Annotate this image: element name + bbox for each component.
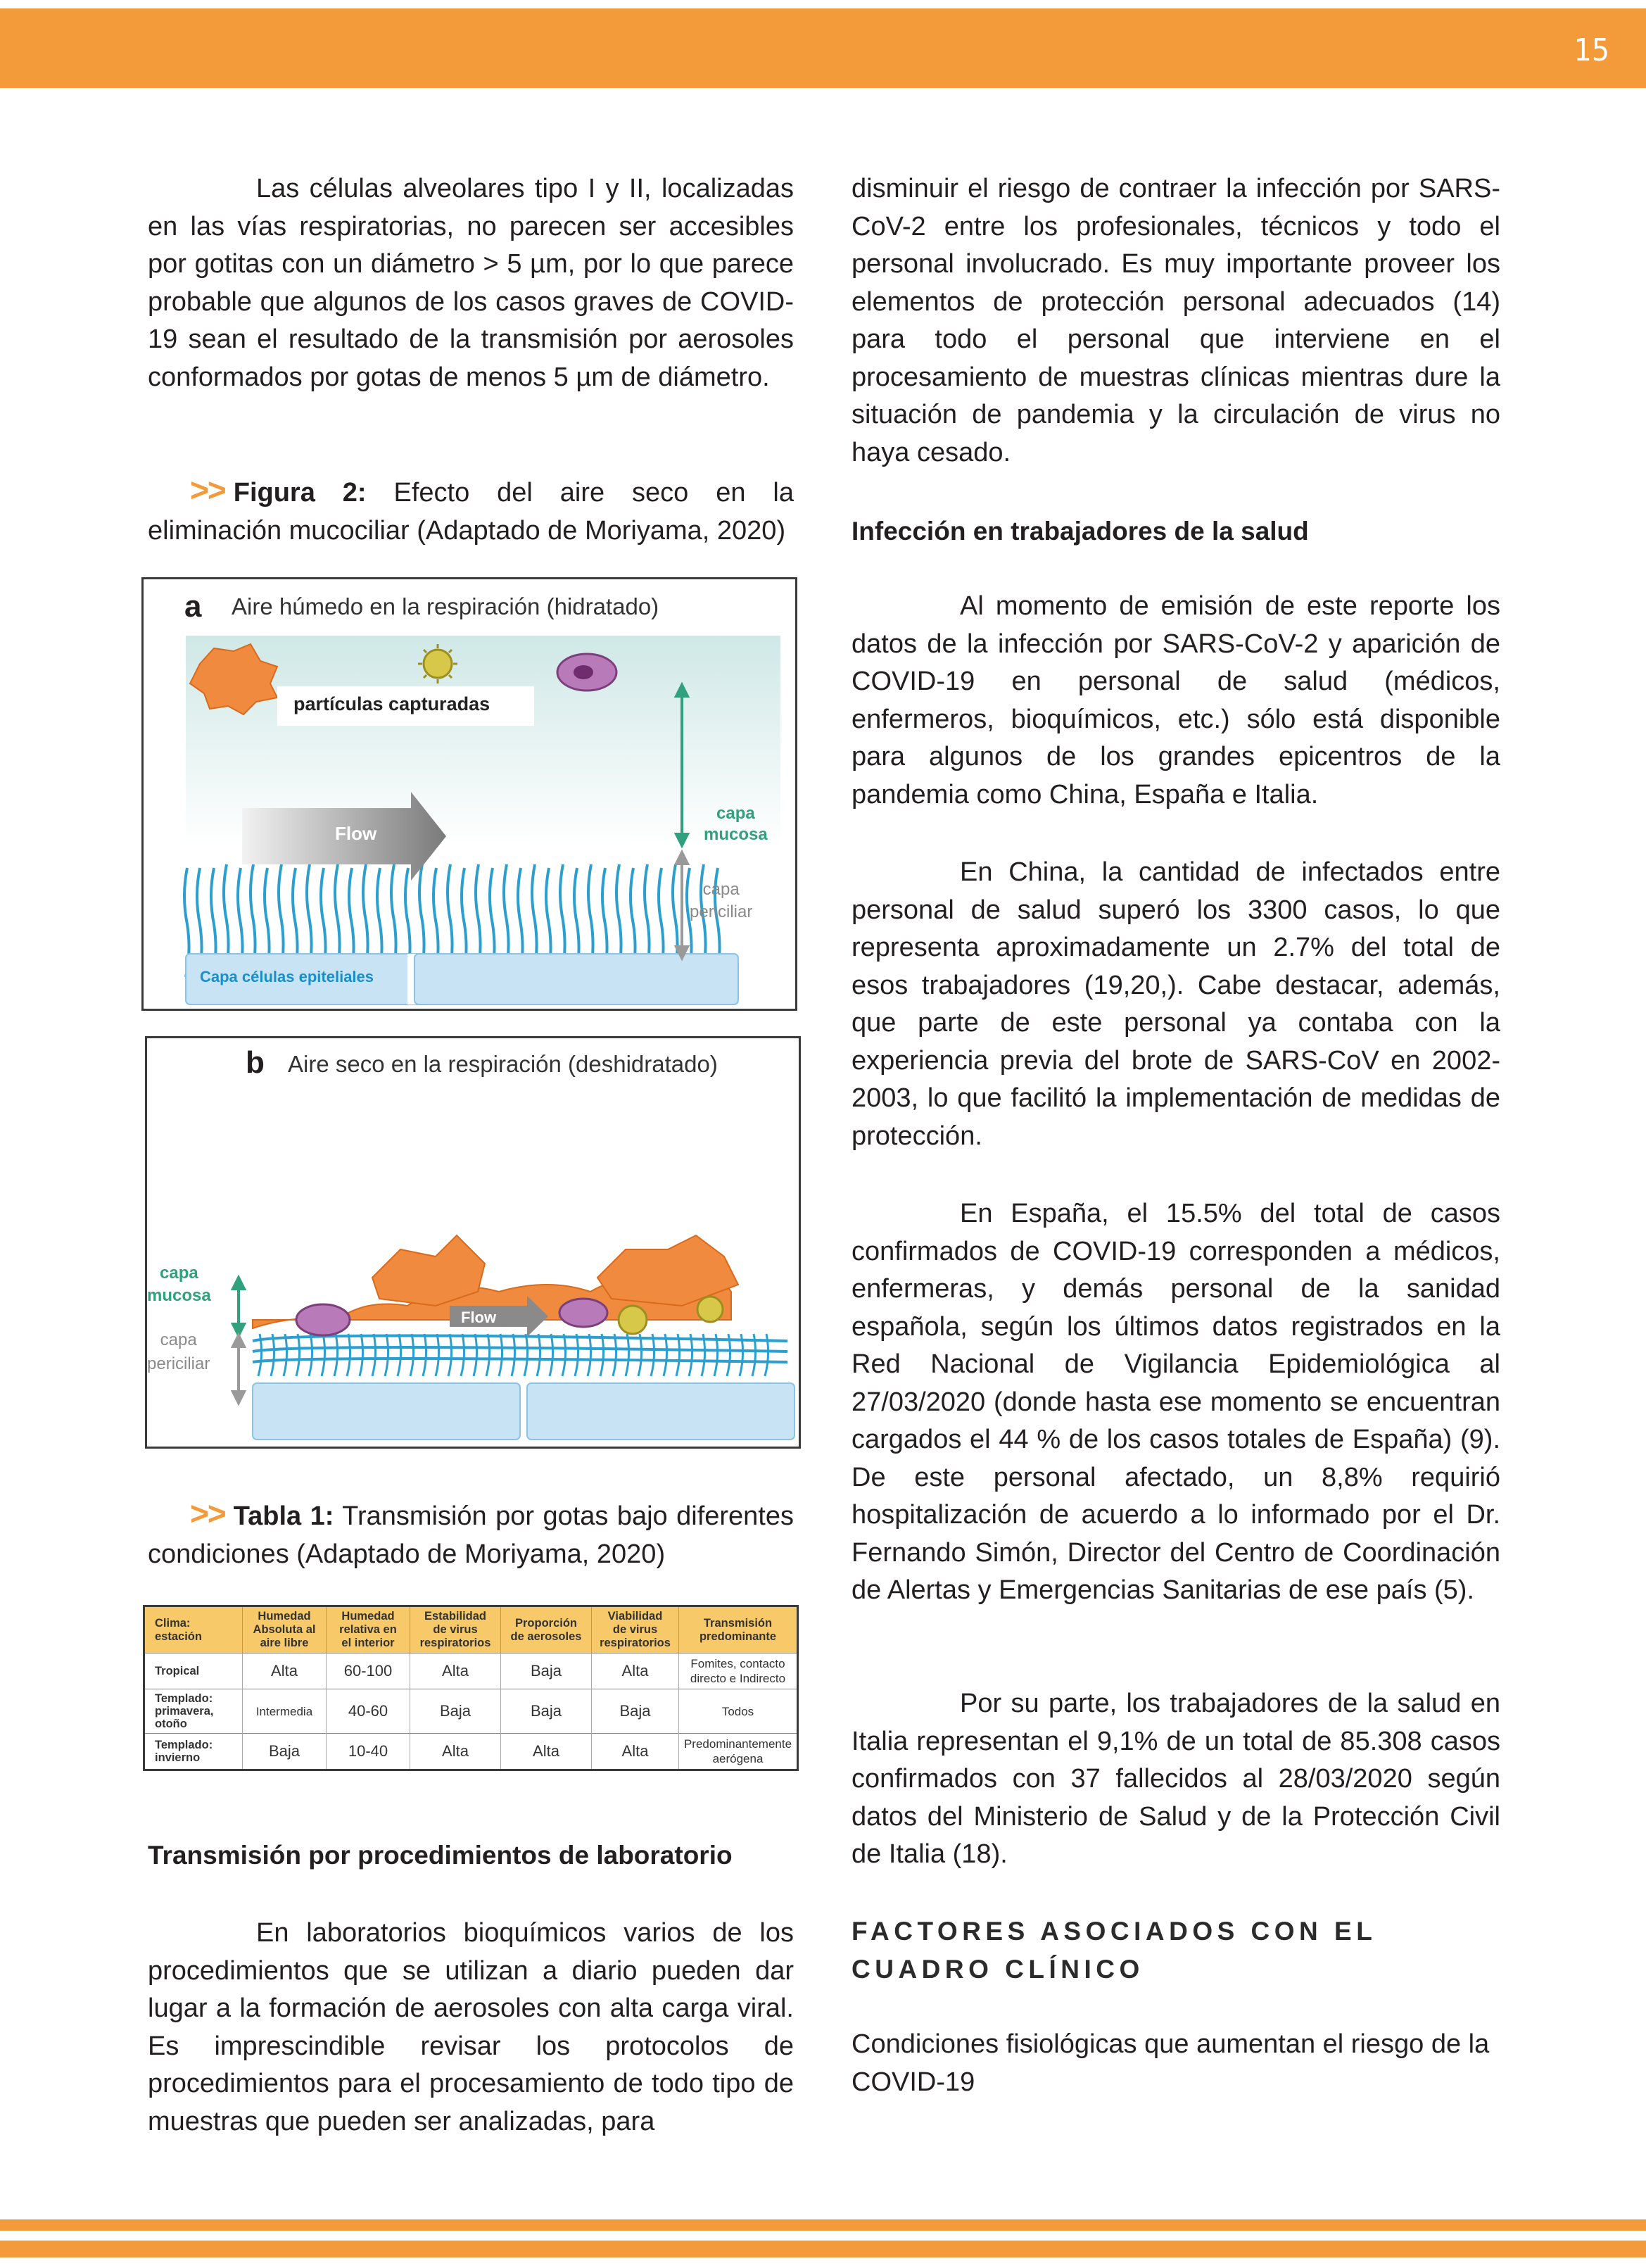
mucosa-label: capa mucosa <box>147 1264 211 1305</box>
figure-caption <box>148 472 794 550</box>
right-para-health1 <box>852 588 1500 814</box>
lab-heading-block <box>148 1837 794 1875</box>
epithelial-cell-right <box>414 954 738 1004</box>
table-header-row <box>145 1607 797 1653</box>
header-hum-rel: Humedad relativa en el interior <box>327 1607 410 1653</box>
footer-line-top <box>0 2219 1646 2231</box>
header-hum-abs: Humedad Absoluta al aire libre <box>243 1607 327 1653</box>
page-number: 15 <box>1574 32 1609 68</box>
caption-marker: >> <box>190 1495 225 1532</box>
transmission-table <box>145 1607 797 1769</box>
caption-text: Transmisión por gotas bajo diferentes condiciones (Adaptado de Moriyama, 2020) <box>148 1501 794 1569</box>
bacteria-icon <box>559 1299 607 1327</box>
caption-label: Figura 2: <box>233 478 367 508</box>
table-caption <box>148 1495 794 1573</box>
epithelial-cell-right <box>527 1383 794 1439</box>
section-title-block <box>852 1913 1500 1989</box>
right-para-china <box>852 854 1500 1155</box>
footer-line-bottom <box>0 2241 1646 2257</box>
mucosa-label: capa mucosa <box>704 804 768 844</box>
header-bar <box>0 8 1646 88</box>
left-para-1 <box>148 170 794 396</box>
panel-b-letter: b <box>246 1045 265 1080</box>
periciliar-label: capa periciliar <box>147 1330 210 1373</box>
figure-panel-a <box>141 577 797 1011</box>
virus-icon <box>418 644 457 683</box>
mucosa-thickness-arrow <box>233 1278 244 1335</box>
panel-a-letter: a <box>184 589 202 624</box>
header-transmision: Transmisión predominante <box>679 1607 797 1653</box>
table-row: Templado: primavera, otoño Intermedia 40-60 Baja Baja Baja Todos <box>145 1689 797 1734</box>
table-row: Tropical Alta 60-100 Alta Baja Alta Fomites, contacto directo e Indirecto <box>145 1653 797 1689</box>
subsection-title: Condiciones fisiológicas que aumentan el riesgo de la COVID-19 <box>852 2029 1490 2097</box>
right-para-italy <box>852 1685 1500 1874</box>
header-viabilidad: Viabilidad de virus respiratorios <box>592 1607 679 1653</box>
section-subheading: Transmisión por procedimientos de laboratorio <box>148 1841 733 1870</box>
panel-b-title: Aire seco en la respiración (deshidratado) <box>288 1051 718 1077</box>
caption-marker: >> <box>190 472 225 508</box>
figure-panel-b <box>145 1036 801 1449</box>
caption-label: Tabla 1: <box>233 1501 334 1531</box>
header-estabilidad: Estabilidad de virus respiratorios <box>410 1607 501 1653</box>
left-para-lab <box>148 1915 794 2141</box>
health-heading-block <box>852 512 1500 550</box>
paragraph: En España, el 15.5% del total de casos confirmados de COVID-19 corresponden a médicos, enfermeras, y demás personal de la sanidad española, según los últimos datos registrados en la Red Nacional de Vigilancia Epidemiológica al 27/03/2020 (donde hasta ese momento se encuentran cargados el 44 % de los casos totales de España) (9). De este personal afectado, un 8,8% requirió hospitalización de acuerdo a lo informado por el Dr. Fernando Simón, Director del Centro de Coordinación de Alertas y Emergencias Sanitarias de ese país (5). <box>852 1199 1500 1605</box>
periciliar-label: capa periciliar <box>690 880 753 921</box>
paragraph: Al momento de emisión de este reporte los datos de la infección por SARS-CoV-2 y aparición de COVID-19 en personal de salud (médicos, enfermeros, bioquímicos, etc.) sólo está disponible para algunos de los grandes epicentros de la pandemia como China, España e Italia. <box>852 591 1500 809</box>
paragraph: En laboratorios bioquímicos varios de los procedimientos que se utilizan a diario pueden dar lugar a la formación de aerosoles con alta carga viral. Es imprescindible revisar los protocolos de procedimientos para el procesamiento de todo tipo de muestras que pueden ser analizadas, para <box>148 1918 794 2136</box>
periciliar-thickness-arrow <box>233 1335 244 1403</box>
panel-b-illustration <box>147 1038 799 1447</box>
epithelial-cell-left <box>253 1383 520 1439</box>
section-subheading: Infección en trabajadores de la salud <box>852 517 1309 546</box>
epithelial-label: Capa células epiteliales <box>200 968 374 985</box>
paragraph: Por su parte, los trabajadores de la salud en Italia representan el 9,1% de un total de 85.308 casos confirmados con 37 fallecidos al 28/03/2020 según datos del Ministerio de Salud y de la Protección Civil de Italia (18). <box>852 1689 1500 1869</box>
caption-text: Efecto del aire seco en la eliminación mucociliar (Adaptado de Moriyama, 2020) <box>148 478 794 546</box>
header-clima: Clima: estación <box>145 1607 243 1653</box>
paragraph: Las células alveolares tipo I y II, localizadas en las vías respiratorias, no parecen ser accesibles por gotitas con un diámetro > 5 µm, por lo que parece probable que algunos de los casos graves de COVID-19 sean el resultado de la transmisión por aerosoles conformados por gotas de menos 5 µm de diámetro. <box>148 174 794 392</box>
right-para-spain <box>852 1195 1500 1610</box>
panel-a-title: Aire húmedo en la respiración (hidratado) <box>232 593 659 619</box>
flow-label: Flow <box>461 1309 497 1326</box>
header-proporcion: Proporción de aerosoles <box>501 1607 592 1653</box>
paragraph: disminuir el riesgo de contraer la infección por SARS-CoV-2 entre los profesionales, técnicos y todo el personal involucrado. Es muy importante proveer los elementos de protección personal adecuados (14) para todo el personal que interviene en el procesamiento de muestras clínicas mientras dure la situación de pandemia y la circulación de virus no haya cesado. <box>852 174 1500 467</box>
subsection-block <box>852 2026 1500 2101</box>
paragraph: En China, la cantidad de infectados entre personal de salud superó los 3300 casos, lo que representa aproximadamente un 2.7% del total de esos trabajadores (19,20,). Cabe destacar, además, que parte de este personal ya contaba con la experiencia previa del brote de SARS-CoV en 2002-2003, lo que facilitó la implementación de medidas de protección. <box>852 857 1500 1151</box>
particles-label: partículas capturadas <box>293 693 490 714</box>
flattened-cilia <box>253 1336 787 1363</box>
table-row: Templado: invierno Baja 10-40 Alta Alta Alta Predominantemente aerógena <box>145 1734 797 1770</box>
bacteria-icon <box>296 1304 350 1335</box>
flow-label: Flow <box>335 823 377 844</box>
section-title: FACTORES ASOCIADOS CON EL CUADRO CLÍNICO <box>852 1917 1376 1984</box>
right-para-cont <box>852 170 1500 472</box>
panel-a-illustration <box>144 579 795 1009</box>
